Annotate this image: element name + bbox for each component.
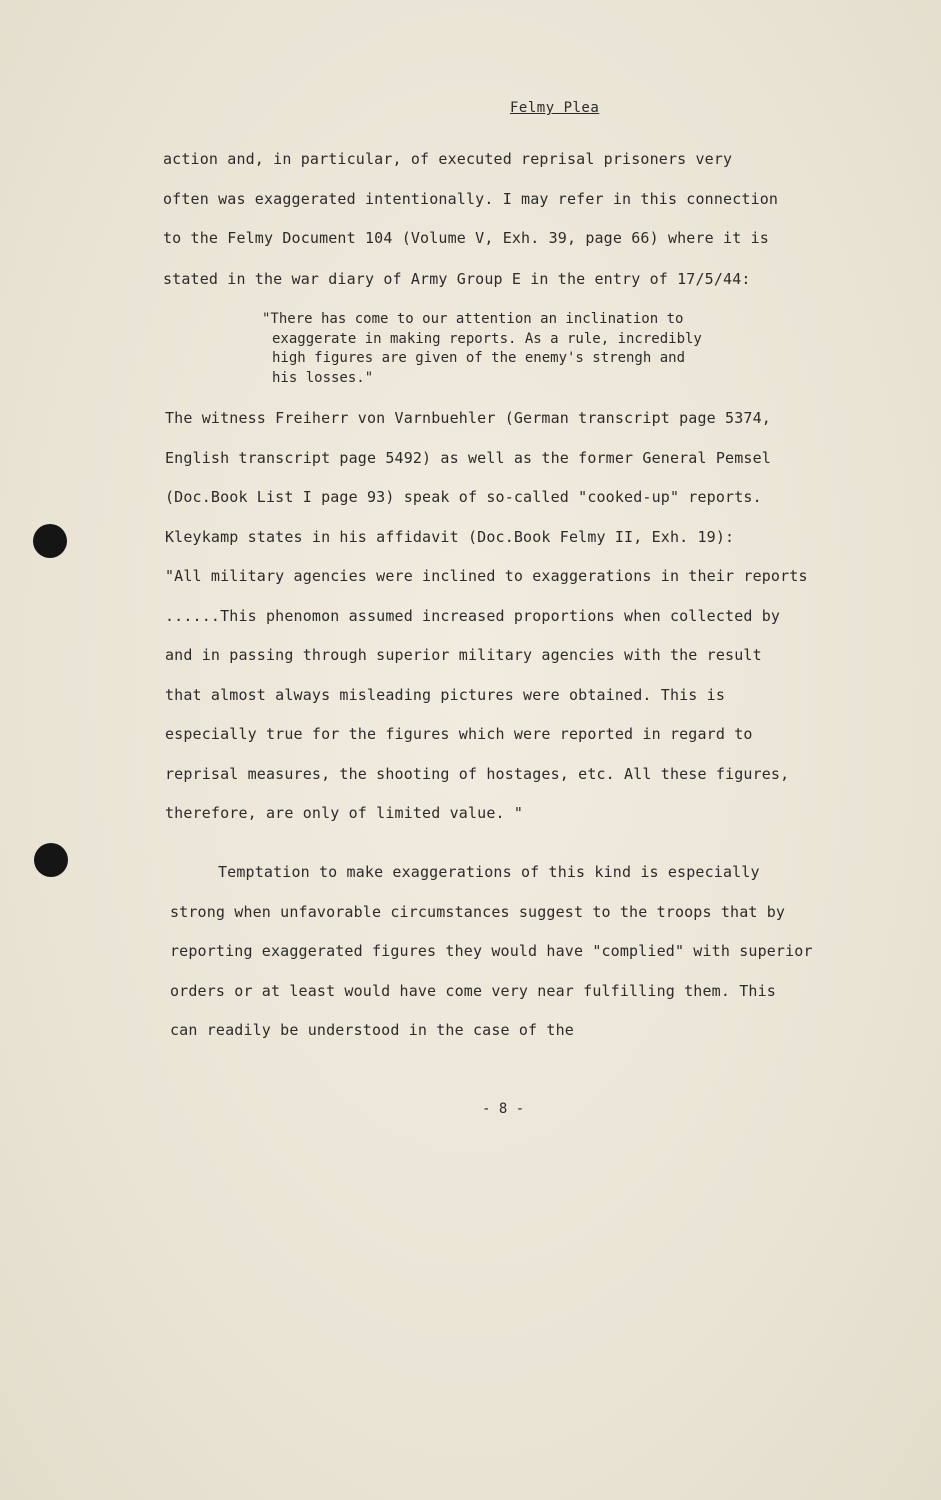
text-line: orders or at least would have come very near fulfilling them. This [170,982,776,1000]
punch-hole [33,524,67,558]
text-line: (Doc.Book List I page 93) speak of so-called "cooked-up" reports. [165,488,762,506]
text-line: English transcript page 5492) as well as the former General Pemsel [165,449,771,467]
text-line: especially true for the figures which were reported in regard to [165,725,753,743]
text-line: action and, in particular, of executed reprisal prisoners very [163,150,733,168]
text-line: strong when unfavorable circumstances suggest to the troops that by [170,903,786,921]
quote-line: exaggerate in making reports. As a rule, incredibly [272,331,702,347]
text-line: to the Felmy Document 104 (Volume V, Exh. 39, page 66) where it is [163,229,769,247]
text-line: Temptation to make exaggerations of this kind is especially [218,863,760,881]
quote-line: "There has come to our attention an inclination to [262,311,684,327]
punch-hole [34,843,68,877]
quote-line: high figures are given of the enemy's strengh and [272,350,686,366]
text-line: Kleykamp states in his affidavit (Doc.Book Felmy II, Exh. 19): [165,528,735,546]
text-line: "All military agencies were inclined to exaggerations in their reports [165,567,808,585]
text-line: that almost always misleading pictures were obtained. This is [165,686,726,704]
text-line: reprisal measures, the shooting of hostages, etc. All these figures, [165,765,790,783]
text-line: can readily be understood in the case of the [170,1021,574,1039]
text-line: reporting exaggerated figures they would have "complied" with superior [170,942,813,960]
text-line: therefore, are only of limited value. " [165,804,524,822]
page-number: - 8 - [482,1101,525,1117]
text-line: stated in the war diary of Army Group E in the entry of 17/5/44: [163,270,751,288]
quote-line: his losses." [272,370,374,386]
page-header: Felmy Plea [510,100,600,116]
text-line: The witness Freiherr von Varnbuehler (German transcript page 5374, [165,409,771,427]
text-line: and in passing through superior military agencies with the result [165,646,762,664]
text-line: often was exaggerated intentionally. I may refer in this connection [163,190,779,208]
text-line: ......This phenomon assumed increased proportions when collected by [165,607,781,625]
